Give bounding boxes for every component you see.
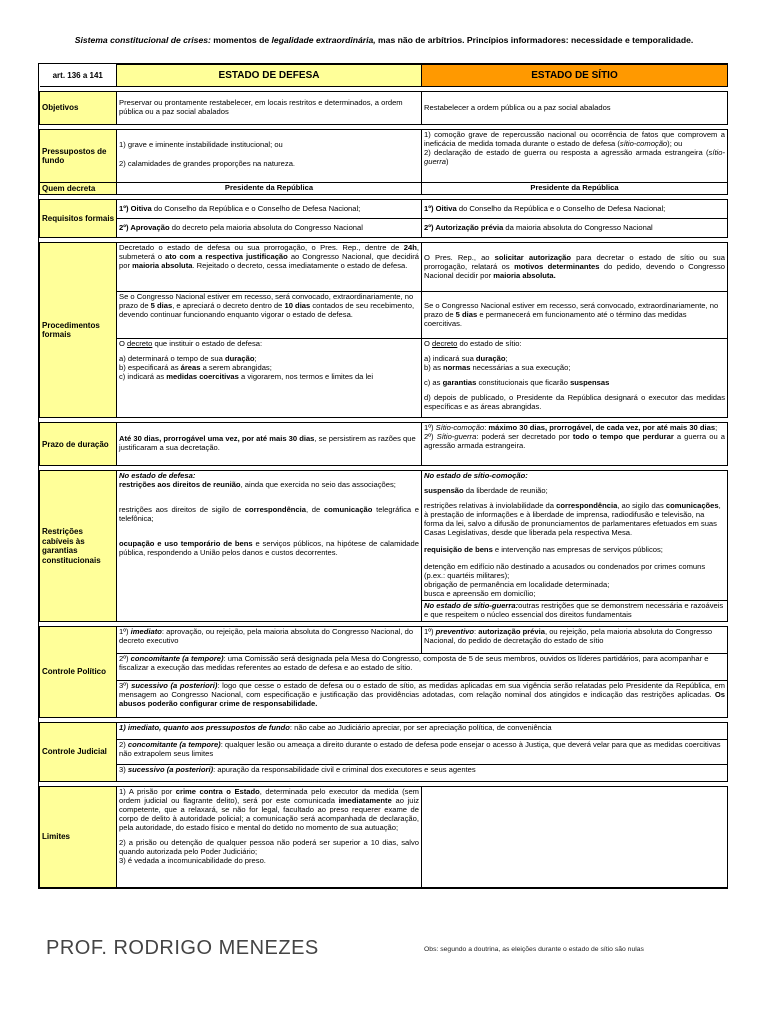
pressupostos-sitio-1-end: ); ou [667, 138, 683, 148]
row-restricoes-1 [40, 471, 728, 600]
row-procedimentos-2 [40, 292, 728, 339]
row-pressupostos [40, 130, 728, 183]
proc-s1f: maioria absoluta. [493, 270, 556, 280]
restricoes-guerra-heading: No estado de sítio-guerra: [424, 600, 519, 610]
footer-note: Obs: segundo a doutrina, as eleições durante o estado de sítio são nulas [424, 946, 644, 953]
label-restricoes: Restrições cabíveis às garantias constitucionais [40, 471, 117, 621]
cjud-imediato [117, 722, 728, 739]
proc-d3b: decreto [127, 339, 153, 349]
quem-decreta-defesa: Presidente da República [117, 183, 422, 195]
proc-s3a: O [424, 339, 433, 349]
cjud-c2c: : qualquer lesão ou ameaça a direito durante o estado de defesa pode ensejar o acesso à Justiça, que deverá velar para que as medidas coercitivas não extrapolem seus limites [119, 739, 721, 758]
row-controle-judicial-3 [40, 764, 728, 781]
limites-sitio-empty [422, 786, 728, 887]
label-controle-politico: Controle Político [40, 626, 117, 717]
restricoes-d2b: correspondência [244, 505, 306, 515]
cpol-sitio-1 [422, 626, 728, 653]
cpol-c2c: : uma Comissão será designada pela Mesa do Congresso, composta de 5 de seus membros, ouvidos os líderes partidários, para acompanhar e fiscalizar a execução das medidas referentes ao estado de defesa e ao estado de sítio. [119, 653, 709, 672]
row-controle-politico-3 [40, 680, 728, 717]
header-part4: mas não de arbítrios. Princípios informadores: necessidade e temporalidade. [375, 35, 694, 45]
proc-s3l1b: duração [475, 354, 506, 364]
cjud-c2b: concomitante (a tempore) [127, 739, 221, 749]
proc-s3l1a: a) indicará sua [424, 354, 476, 364]
header-part3: legalidade extraordinária, [271, 35, 376, 45]
quem-decreta-sitio: Presidente da República [422, 183, 728, 195]
prazo-s2c: : poderá ser decretado por [476, 432, 573, 442]
cpol-sucessivo [117, 680, 728, 717]
requisitos-defesa-1-bold: 1º) Oitiva [119, 203, 152, 213]
restricoes-d2a: restrições aos direitos de sigilo de [119, 505, 245, 515]
proc-d2c: , e apreciará o decreto dentro de [172, 301, 285, 311]
requisitos-sitio-2 [422, 219, 728, 238]
cpol-c3a: 3º) [119, 680, 132, 690]
proc-d1a: Decretado o estado de defesa ou sua prorrogação, o Pres. Rep., dentre de [119, 243, 404, 253]
restricoes-s2a: restrições relativas à inviolabilidade da [424, 501, 557, 511]
restricoes-defesa [117, 471, 422, 621]
proc-d3l1c: ; [254, 354, 257, 364]
cpol-defesa-1 [117, 626, 422, 653]
row-requisitos-2 [40, 219, 728, 238]
requisitos-sitio-2-bold: 2º) Autorização prévia [424, 222, 504, 232]
label-controle-judicial: Controle Judicial [40, 722, 117, 781]
proc-s3l3b: garantias [442, 378, 477, 388]
prazo-s2b: Sítio-guerra [436, 432, 477, 442]
proc-sitio-2 [422, 292, 728, 339]
proc-d3l1b: duração [224, 354, 255, 364]
cpol-s1b: preventivo [435, 626, 475, 636]
proc-d3l2b: áreas [180, 363, 201, 373]
cpol-s1c: : [474, 626, 479, 636]
row-limites [40, 786, 728, 887]
proc-d2b: 5 dias [150, 301, 173, 311]
cjud-sucessivo [117, 764, 728, 781]
proc-d1g: . Rejeitado o decreto, cessa imediatamente o estado de defesa. [192, 261, 408, 271]
restricoes-s1a: suspensão [424, 486, 464, 496]
proc-defesa-2 [117, 292, 422, 339]
header-part2: momentos de [210, 35, 272, 45]
row-procedimentos-1 [40, 243, 728, 292]
cpol-s1d: autorização prévia [478, 626, 545, 636]
cpol-s1e: , ou rejeição, pela maioria absoluta do Congresso Nacional, do pedido de decretação do estado de sítio [424, 626, 713, 645]
restricoes-s4c: busca e apreensão em domicílio; [424, 588, 536, 598]
proc-s3l3c: constitucionais que ficarão [476, 378, 571, 388]
pressupostos-defesa-1: 1) grave e iminente instabilidade institucional; ou [119, 139, 283, 149]
cpol-d1b: imediato [130, 626, 162, 636]
objetivos-defesa: Preservar ou prontamente restabelecer, em locais restritos e determinados, a ordem pública ou a paz social abalados [117, 92, 422, 125]
proc-s1c: para decretar o estado de sítio ou sua prorrogação, relatará os [424, 253, 725, 271]
label-requisitos: Requisitos formais [40, 200, 117, 238]
proc-d1d: ato com a respectiva justificação [165, 252, 288, 262]
cjud-c3b: sucessivo (a posteriori) [127, 764, 214, 774]
prazo-d2: , se persistirem as razões que justificaram a sua decretação. [119, 434, 416, 453]
proc-s3b: decreto [432, 339, 458, 349]
proc-d1c: , submeterá o [119, 243, 419, 262]
requisitos-defesa-1 [117, 200, 422, 219]
restricoes-d3a: ocupação e uso temporário de bens [119, 539, 253, 549]
proc-d3l3b: medidas coercitivas [166, 372, 239, 382]
proc-s3l2a: b) as [424, 363, 443, 373]
restricoes-d1a: restrições aos direitos de [119, 480, 214, 490]
column-header-sitio: ESTADO DE SÍTIO [422, 65, 728, 87]
requisitos-sitio-1-text: do Conselho da República e o Conselho de Defesa Nacional; [456, 203, 666, 213]
proc-d3l2a: b) especificará as [119, 363, 181, 373]
row-requisitos-1 [40, 200, 728, 219]
proc-s3l2b: normas [443, 363, 471, 373]
proc-d1f: maioria absoluta [132, 261, 193, 271]
pressupostos-sitio-1: 1) comoção grave de repercussão nacional ou ocorrência de fatos que comprovem a ineficácia de medida tomada durante o estado de defesa ( [424, 130, 725, 148]
limites-l1d: imediatamente [338, 795, 392, 805]
proc-sitio-3 [422, 339, 728, 418]
requisitos-sitio-2-text: da maioria absoluta do Congresso Nacional [503, 222, 653, 232]
cjud-c1b: : não cabe ao Judiciário apreciar, por ser apreciação política, de conveniência [289, 722, 552, 732]
proc-d1e: ao Congresso Nacional, que decidirá por [119, 252, 419, 271]
proc-d2d: 10 dias [284, 301, 311, 311]
proc-s1a: O Pres. Rep., ao [424, 253, 495, 262]
prazo-s1c: : [484, 423, 489, 433]
row-prazo [40, 423, 728, 466]
restricoes-s2c: , ao sigilo das [617, 501, 666, 511]
restricoes-g1: outras restrições que se demonstrem necessária e razoáveis e que respeitem o núcleo essencial dos direitos fundamentais [424, 600, 724, 619]
restricoes-s3a: requisição de bens [424, 545, 493, 555]
cpol-c2a: 2º) [119, 653, 131, 663]
restricoes-s4a: detenção em edifício não destinado a acusados ou condenados por crimes comuns (p.ex.: quartéis militares); [424, 562, 706, 581]
proc-s3l3a: c) as [424, 378, 443, 388]
row-objetivos [40, 92, 728, 125]
prazo-s1e: ; [715, 423, 718, 433]
cpol-s1a: 1º) [424, 626, 436, 636]
limites-l2: 2) a prisão ou detenção de qualquer pessoa não poderá ser superior a 10 dias, salvo quando autorizada pelo Poder Judiciário; [119, 837, 419, 856]
column-header-defesa: ESTADO DE DEFESA [117, 65, 422, 87]
prazo-s1b: Sítio-comoção [435, 423, 485, 433]
pressupostos-sitio-2-end: ) [445, 156, 449, 166]
label-objetivos: Objetivos [40, 92, 117, 125]
proc-d3l3a: c) indicará as [119, 372, 167, 382]
label-quem-decreta: Quem decreta [40, 183, 117, 195]
restricoes-s4b: obrigação de permanência em localidade determinada; [424, 580, 610, 590]
prazo-d1: Até 30 dias, prorrogável uma vez, por até mais 30 dias [119, 434, 315, 444]
pressupostos-defesa [117, 130, 422, 183]
proc-d3l3c: a vigorarem, nos termos e limites da lei [238, 372, 374, 382]
prazo-s1a: 1º) [424, 423, 436, 433]
limites-l1e: ao juiz competente, que a relaxará, se não for legal, facultado ao preso requerer exame de corpo de delito à autoridade policial; a comunicação será acompanhada de declaração, pela autoridade, do estado físico e mental do detido no momento de sua autuação; [119, 795, 419, 832]
requisitos-sitio-1 [422, 200, 728, 219]
cjud-c1a: 1) imediato, quanto aos pressupostos de fundo [119, 722, 290, 732]
proc-s1e: do pedido, devendo o Congresso Nacional decidir por [424, 261, 725, 280]
cpol-concomitante [117, 653, 728, 680]
proc-d2e: contados de seu recebimento, devendo continuar funcionando enquanto vigorar o estado de defesa. [119, 301, 415, 320]
proc-s2b: 5 dias [455, 309, 478, 319]
cpol-c2b: concomitante (a tempore) [130, 653, 224, 663]
term-sitio-comocao: sítio-comoção [619, 138, 668, 148]
cjud-concomitante [117, 739, 728, 764]
row-controle-politico-2 [40, 653, 728, 680]
cpol-c3b: sucessivo (a posteriori) [131, 680, 218, 690]
row-procedimentos-3 [40, 339, 728, 418]
cjud-c3a: 3) [119, 764, 128, 774]
proc-s3l4: d) depois de publicado, o Presidente da República designará o executor das medidas específicas e as áreas abrangidas. [424, 393, 725, 412]
cpol-d1c: : aprovação, ou rejeição, pela maioria absoluta do Congresso Nacional, do decreto executivo [119, 626, 414, 645]
row-controle-politico-1 [40, 626, 728, 653]
label-pressupostos: Pressupostos de fundo [40, 130, 117, 183]
proc-defesa-1 [117, 243, 422, 292]
proc-s3l3d: suspensas [570, 378, 610, 388]
proc-s2c: e permanecerá em funcionamento até o término das medidas coercitivas. [424, 309, 687, 328]
restricoes-s3b: e intervenção nas empresas de serviços públicos; [492, 545, 663, 555]
restricoes-d2c: , de [306, 505, 324, 515]
prazo-s2e: a guerra ou a agressão armada estrangeira. [424, 432, 725, 451]
restricoes-d1c: , ainda que exercida no seio das associações; [240, 480, 396, 490]
restricoes-sitio-heading: No estado de sítio-comoção: [424, 471, 528, 481]
row-quem-decreta [40, 183, 728, 195]
proc-s2a: Se o Congresso Nacional estiver em recesso, será convocado, extraordinariamente, no prazo de [424, 301, 719, 319]
proc-d3a: O [119, 339, 128, 349]
cpol-d1a: 1º) [119, 626, 131, 636]
restricoes-d2e: telegráfica e telefônica; [119, 505, 419, 524]
cpol-c3c: : logo que cesse o estado de defesa ou o estado de sítio, as medidas aplicadas em sua vigência serão relatadas pelo Presidente da República, em mensagem ao Congresso Nacional, com especificação e justificação das providências adotadas, com relação nominal dos atingidos e indicação das restrições aplicadas. [119, 680, 725, 699]
header-part1: Sistema constitucional de crises: [74, 35, 211, 45]
pressupostos-defesa-2: 2) calamidades de grandes proporções na natureza. [119, 158, 296, 168]
proc-s1d: motivos determinantes [514, 261, 600, 271]
limites-l3: 3) é vedada a incomunicabilidade do preso. [119, 855, 266, 865]
label-limites: Limites [40, 786, 117, 887]
art-reference: art. 136 a 141 [52, 70, 103, 80]
objetivos-sitio: Restabelecer a ordem pública ou a paz social abalados [422, 92, 728, 125]
restricoes-d3b: e serviços públicos, na hipótese de calamidade pública, respondendo a União pelos danos e custos decorrentes. [119, 539, 419, 558]
cjud-c3c: : apuração da responsabilidade civil e criminal dos executores e seus agentes [213, 764, 476, 774]
requisitos-defesa-1-text: do Conselho da República e o Conselho de Defesa Nacional; [151, 203, 361, 213]
proc-d3l2c: a serem abrangidas; [200, 363, 272, 373]
limites-l1a: 1) A prisão por [119, 786, 176, 796]
label-procedimentos: Procedimentos formais [40, 243, 117, 418]
restricoes-s2e: , à prestação de informações e à liberdade de imprensa, radiodifusão e televisão, na forma da lei, salvo a difusão de pronunciamentos de parlamentares efetuados em suas Casas Legislativas, desde que liberada pela respectiva Mesa. [424, 501, 721, 538]
prazo-sitio [422, 423, 728, 466]
proc-s1b: solicitar autorização [494, 253, 572, 262]
term-sitio-guerra: sítio-guerra [424, 147, 725, 166]
pressupostos-sitio [422, 130, 728, 183]
prazo-s1d: máximo 30 dias, prorrogável, de cada vez, por até mais 30 dias [488, 423, 716, 433]
limites-l1c: , determinada pelo executor da medida (sem ordem judicial ou flagrante delito), será por este comunicada [119, 786, 419, 805]
proc-d2a: Se o Congresso Nacional estiver em recesso, será convocado, extraordinariamente, no prazo de [119, 292, 414, 311]
prazo-s2d: todo o tempo que perdurar [572, 432, 674, 442]
restricoes-d1b: reunião [213, 480, 241, 490]
requisitos-defesa-2-bold: 2º) Aprovação [119, 222, 170, 232]
restricoes-sitio-guerra [422, 600, 728, 621]
proc-d3c: que instituir o estado de defesa: [152, 339, 263, 349]
proc-sitio-1 [422, 243, 728, 292]
restricoes-defesa-heading: No estado de defesa: [119, 471, 196, 481]
author-name: PROF. RODRIGO MENEZES [46, 937, 319, 959]
restricoes-s2b: correspondência [556, 501, 618, 511]
proc-s3l2c: necessárias a sua execução; [470, 363, 571, 373]
row-controle-judicial-2 [40, 739, 728, 764]
label-prazo: Prazo de duração [40, 423, 117, 466]
proc-s3l1c: ; [505, 354, 508, 364]
prazo-defesa [117, 423, 422, 466]
requisitos-sitio-1-bold: 1º) Oitiva [424, 203, 457, 213]
requisitos-defesa-2-text: do decreto pela maioria absoluta do Congresso Nacional [169, 222, 363, 232]
cjud-c2a: 2) [119, 739, 128, 749]
row-controle-judicial-1 [40, 722, 728, 739]
proc-d3l1a: a) determinará o tempo de sua [119, 354, 225, 364]
comparison-table [38, 63, 728, 889]
restricoes-d2d: comunicação [323, 505, 373, 515]
proc-s3c: do estado de sítio: [457, 339, 522, 349]
requisitos-defesa-2 [117, 219, 422, 238]
proc-defesa-3 [117, 339, 422, 418]
restricoes-s2d: comunicações [665, 501, 719, 511]
document-header [0, 35, 768, 45]
restricoes-sitio-comocao [422, 471, 728, 600]
cpol-c3d: Os abusos poderão configurar crime de responsabilidade. [119, 689, 725, 708]
pressupostos-sitio-2: 2) declaração de estado de guerra ou resposta a agressão armada estrangeira ( [424, 147, 709, 157]
proc-d1b: 24h [403, 243, 417, 253]
limites-defesa [117, 786, 422, 887]
limites-l1b: crime contra o Estado [175, 786, 260, 796]
prazo-s2a: 2º) [424, 432, 437, 442]
restricoes-s1b: da liberdade de reunião; [463, 486, 548, 496]
